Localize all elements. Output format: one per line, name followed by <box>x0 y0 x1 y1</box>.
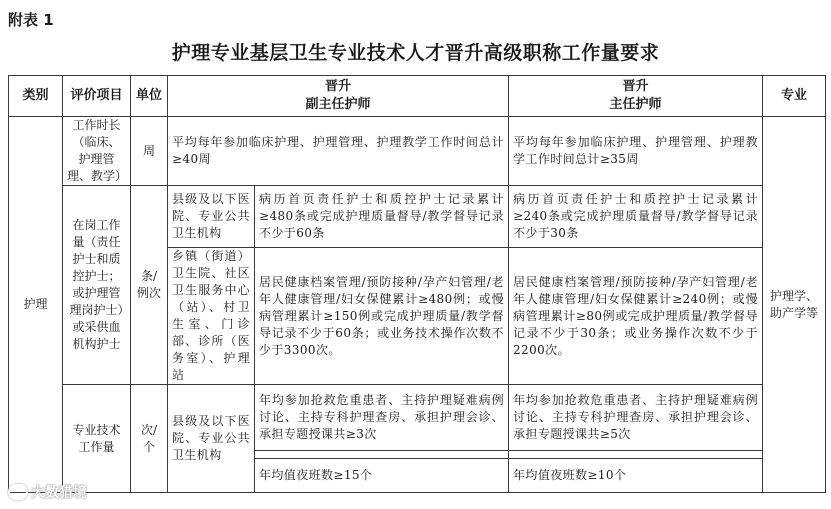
requirements-table <box>8 75 826 493</box>
annex-label: 附表 1 <box>8 11 54 29</box>
on-duty-township-chief: 居民健康档案管理/预防接种/孕产妇管理/老年人健康管理/妇女保健累计≥240例；或慢病管理累计≥80例或完成护理质量/教学督导记录不少于30条；或业务操作次数不少于2200次。 <box>509 248 763 385</box>
level-county: 县级及以下医院、专业公共卫生机构 <box>168 186 255 248</box>
level-township: 乡镇（街道）卫生院、社区卫生服务中心（站）、村卫生室、门诊部、诊所（医务室）、护理站 <box>168 248 255 385</box>
on-duty-county-chief: 病历首页责任护士和质控护士记录累计≥240条或完成护理质量督导/教学督导记录不少于30条 <box>509 186 763 248</box>
tech-deputy-b: 年均值夜班数≥15个 <box>255 459 509 493</box>
item-tech: 专业技术工作量 <box>63 385 131 493</box>
header-category: 类别 <box>9 76 63 117</box>
page-title: 护理专业基层卫生专业技术人才晋升高级职称工作量要求 <box>171 42 660 64</box>
header-item: 评价项目 <box>63 76 131 117</box>
unit-tech: 次/个 <box>131 385 168 493</box>
tech-chief-b: 年均值夜班数≥10个 <box>509 459 763 493</box>
table-row <box>9 385 826 451</box>
tech-deputy-a: 年均参加抢救危重患者、主持护理疑难病例讨论、主持专科护理查房、承担护理会诊、承担专题授课共≥3次 <box>255 385 509 451</box>
header-unit: 单位 <box>131 76 168 117</box>
unit-on-duty: 条/例次 <box>131 186 168 385</box>
unit-work-hours: 周 <box>131 117 168 186</box>
header-chief-line1: 晋升 <box>622 79 649 94</box>
table-row <box>9 186 826 248</box>
on-duty-township-deputy: 居民健康档案管理/预防接种/孕产妇管理/老年人健康管理/妇女保健累计≥480例；或慢病管理累计≥150例或完成护理质量/教学督导记录不少于60条；或业务技术操作次数不少于3300次。 <box>255 248 509 385</box>
work-hours-deputy: 平均每年参加临床护理、护理管理、护理教学工作时间总计≥40周 <box>168 117 509 186</box>
item-work-hours: 工作时长（临床、护理管理、教学） <box>63 117 131 186</box>
watermark <box>8 482 87 502</box>
header-specialty: 专业 <box>763 76 826 117</box>
header-deputy-line1: 晋升 <box>325 79 352 94</box>
table-row <box>9 117 826 186</box>
watermark-text: 大数猎境 <box>31 485 87 501</box>
specialty-cell: 护理学、助产学等 <box>763 117 826 493</box>
header-chief-line2: 主任护师 <box>609 97 662 112</box>
spacer-cell <box>509 451 763 459</box>
on-duty-county-deputy: 病历首页责任护士和质控护士记录累计≥480条或完成护理质量督导/教学督导记录不少于60条 <box>255 186 509 248</box>
header-deputy-line2: 副主任护师 <box>305 97 371 112</box>
level-tech: 县级及以下医院、专业公共卫生机构 <box>168 385 255 493</box>
work-hours-chief: 平均每年参加临床护理、护理管理、护理教学工作时间总计≥35周 <box>509 117 763 186</box>
tech-chief-a: 年均参加抢救危重患者、主持护理疑难病例讨论、主持专科护理查房、承担护理会诊、承担专题授课共≥5次 <box>509 385 763 451</box>
header-chief <box>509 76 763 117</box>
spacer-cell <box>255 451 509 459</box>
header-deputy <box>168 76 509 117</box>
table-header-row <box>9 76 826 117</box>
watermark-logo-icon <box>8 484 28 500</box>
item-on-duty: 在岗工作量（责任护士和质控护士；或护理管理岗护士）或采供血机构护士 <box>63 186 131 385</box>
category-cell: 护理 <box>9 117 63 493</box>
